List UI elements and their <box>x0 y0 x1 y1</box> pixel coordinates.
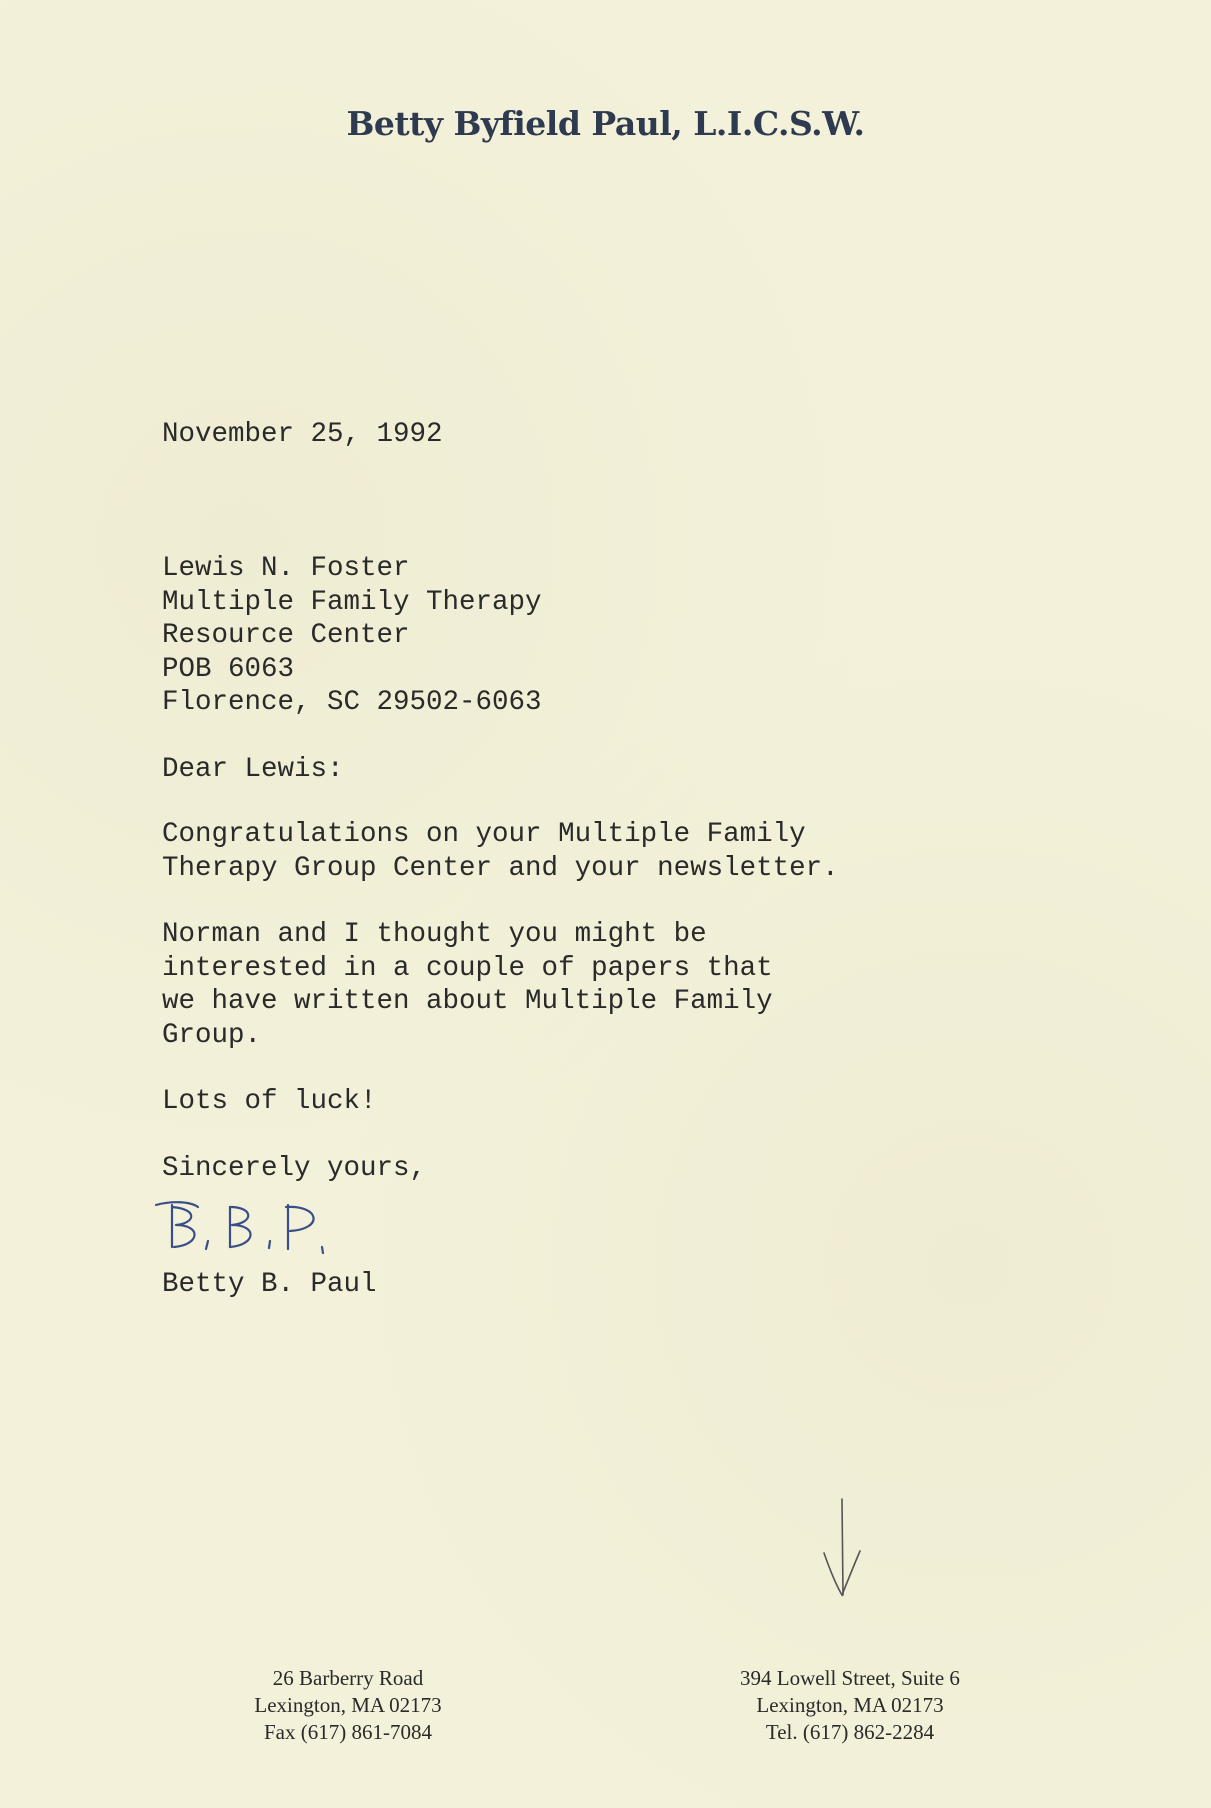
down-arrow-icon <box>810 1495 870 1610</box>
salutation: Dear Lewis: <box>162 754 344 785</box>
footer-address-right <box>650 1665 1050 1746</box>
paragraph-line: interested in a couple of papers that <box>162 952 773 984</box>
lots-of-luck: Lots of luck! <box>162 1086 377 1117</box>
footer-right-tel: Tel. (617) 862-2284 <box>765 1720 935 1744</box>
paragraph-line: Norman and I thought you might be <box>162 919 707 950</box>
signature-initials <box>150 1195 390 1270</box>
footer-right-street: 394 Lowell Street, Suite 6 <box>740 1666 960 1690</box>
letterhead-name: Betty Byfield Paul, L.I.C.S.W. <box>346 104 865 143</box>
paragraph-line: Therapy Group Center and your newsletter. <box>162 852 839 884</box>
footer-left-street: 26 Barberry Road <box>272 1666 424 1690</box>
paragraph-line: we have written about Multiple Family <box>162 986 773 1017</box>
signature-drawing <box>150 1195 390 1265</box>
recipient-org-line2: Resource Center <box>162 620 410 651</box>
closing: Sincerely yours, <box>162 1153 427 1184</box>
paragraph-line: Group. <box>162 1019 262 1051</box>
recipient-city: Florence, SC 29502-6063 <box>162 687 542 718</box>
recipient-name: Lewis N. Foster <box>162 553 410 584</box>
footer-left-city: Lexington, MA 02173 <box>254 1693 442 1717</box>
recipient-org-line1: Multiple Family Therapy <box>162 586 542 618</box>
paragraph-papers <box>162 918 773 1052</box>
letter-date: November 25, 1992 <box>162 419 443 450</box>
footer-left-fax: Fax (617) 861-7084 <box>264 1720 432 1744</box>
footer-address-left <box>148 1665 548 1746</box>
recipient-address <box>162 552 542 720</box>
paragraph-congratulations <box>162 818 839 885</box>
signer-name: Betty B. Paul <box>162 1269 377 1300</box>
recipient-pob: POB 6063 <box>162 653 295 685</box>
footer-right-city: Lexington, MA 02173 <box>756 1693 944 1717</box>
paragraph-line: Congratulations on your Multiple Family <box>162 819 806 850</box>
